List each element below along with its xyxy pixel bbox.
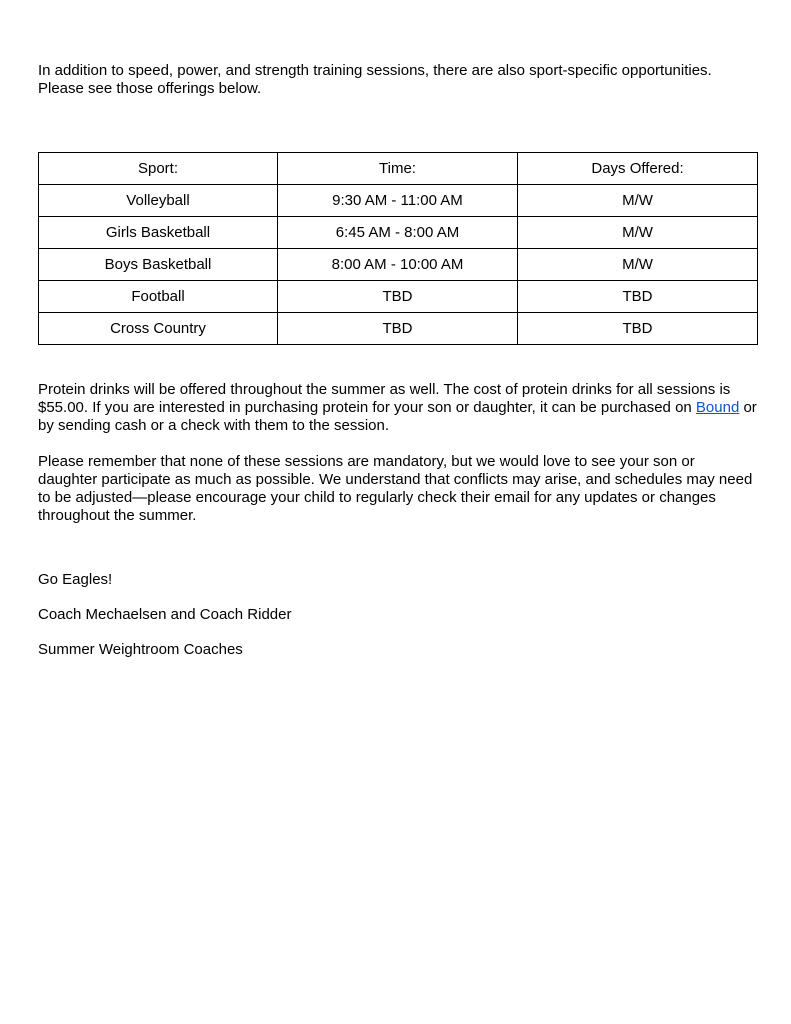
cell-time: 9:30 AM - 11:00 AM [278,185,518,217]
intro-paragraph: In addition to speed, power, and strength training sessions, there are also sport-specific opportunities. Please see those offerings below. [38,62,712,97]
closing-cheer: Go Eagles! [38,571,113,588]
intro-section [38,62,758,98]
cell-sport: Boys Basketball [39,249,278,281]
cell-time: TBD [278,313,518,345]
cell-days: TBD [518,281,758,313]
closing-signers: Coach Mechaelsen and Coach Ridder [38,606,292,623]
table-row [39,281,758,313]
table-row [39,313,758,345]
protein-paragraph [38,381,758,435]
protein-text-before: Protein drinks will be offered throughout the summer as well. The cost of protein drinks for all sessions is $55.00. If you are interested in purchasing protein for your son or daughter, it can be purchased on [38,381,731,416]
cell-sport: Football [39,281,278,313]
header-time: Time: [278,153,518,185]
protein-text-after: or by sending cash or a check with them to the session. [38,399,757,434]
sport-schedule-table [38,152,758,345]
table-row [39,185,758,217]
table-header-row [39,153,758,185]
cell-sport: Volleyball [39,185,278,217]
cell-days: M/W [518,249,758,281]
cell-time: 6:45 AM - 8:00 AM [278,217,518,249]
header-days-offered: Days Offered: [518,153,758,185]
cell-days: M/W [518,185,758,217]
cell-time: 8:00 AM - 10:00 AM [278,249,518,281]
info-section [38,381,758,525]
closing-role: Summer Weightroom Coaches [38,641,243,658]
table-row [39,249,758,281]
cell-days: M/W [518,217,758,249]
table-row [39,217,758,249]
header-sport: Sport: [39,153,278,185]
cell-time: TBD [278,281,518,313]
reminder-paragraph: Please remember that none of these sessions are mandatory, but we would love to see your son or daughter participate as much as possible. We understand that conflicts may arise, and schedules may need to be adjusted—please encourage your child to regularly check their email for any updates or changes throughout the summer. [38,453,753,524]
cell-sport: Cross Country [39,313,278,345]
bound-link[interactable]: Bound [695,399,740,416]
cell-sport: Girls Basketball [39,217,278,249]
cell-days: TBD [518,313,758,345]
